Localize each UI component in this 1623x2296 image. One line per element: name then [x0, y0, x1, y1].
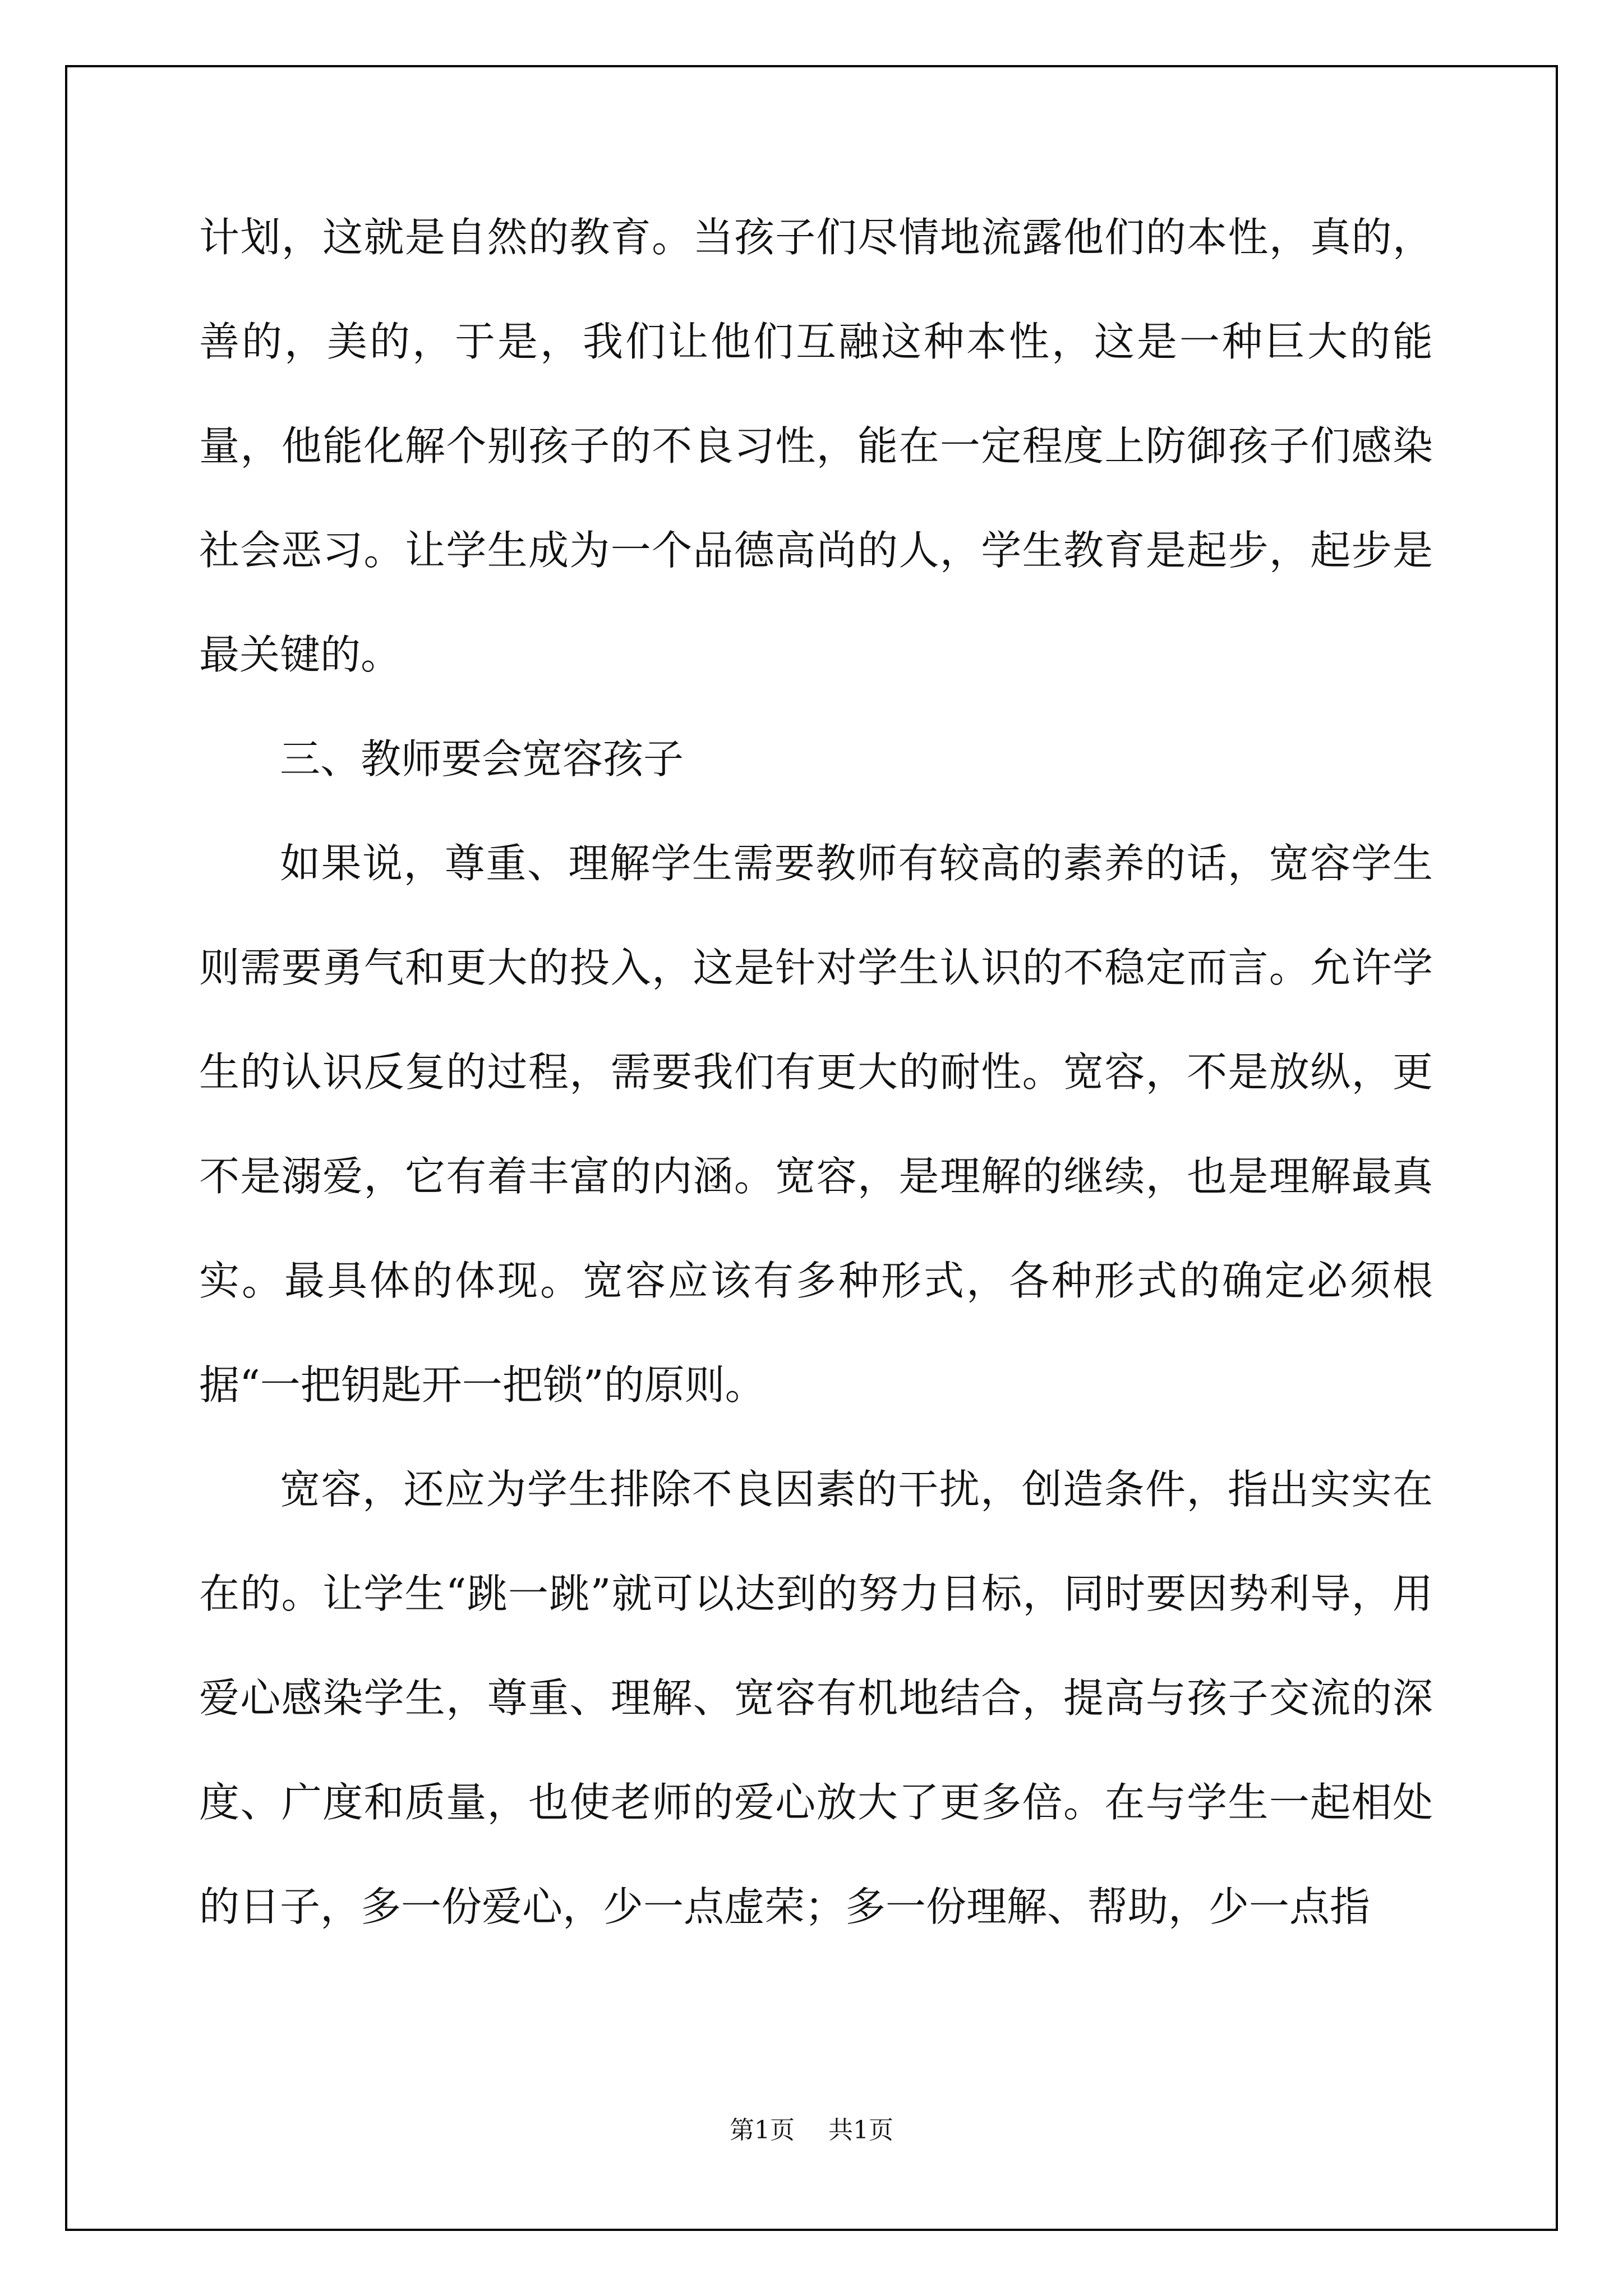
paragraph-tolerance: 如果说，尊重、理解学生需要教师有较高的素养的话，宽容学生则需要勇气和更大的投入，这是针对学生认识的不稳定而言。允许学生的认识反复的过程，需要我们有更大的耐性。宽容，不是放纵，更不是溺爱，它有着丰富的内涵。宽容，是理解的继续，也是理解最真实。最具体的体现。宽容应该有多种形式，各种形式的确定必须根据“一把钥匙开一把锁”的原则。 — [199, 840, 1433, 1409]
paragraph-tolerance-continued: 宽容，还应为学生排除不良因素的干扰，创造条件，指出实实在在的。让学生“跳一跳”就可以达到的努力目标，同时要因势利导，用爱心感染学生，尊重、理解、宽容有机地结合，提高与孩子交流的深度、广度和质量，也使老师的爱心放大了更多倍。在与学生一起相处的日子，多一份爱心，少一点虚荣；多一份理解、帮助，少一点指 — [199, 1466, 1433, 1930]
page-number: 第1页 — [730, 2116, 795, 2145]
section-heading: 三、教师要会宽容孩子 — [280, 735, 684, 783]
page-footer — [0, 2114, 1623, 2147]
paragraph-continuation: 计划，这就是自然的教育。当孩子们尽情地流露他们的本性，真的，善的，美的，于是，我们让他们互融这种本性，这是一种巨大的能量，他能化解个别孩子的不良习性，能在一定程度上防御孩子们感染社会恶习。让学生成为一个品德高尚的人，学生教育是起步，起步是最关键的。 — [199, 214, 1433, 678]
page-total: 共1页 — [828, 2116, 893, 2145]
document-body — [199, 185, 1433, 1959]
